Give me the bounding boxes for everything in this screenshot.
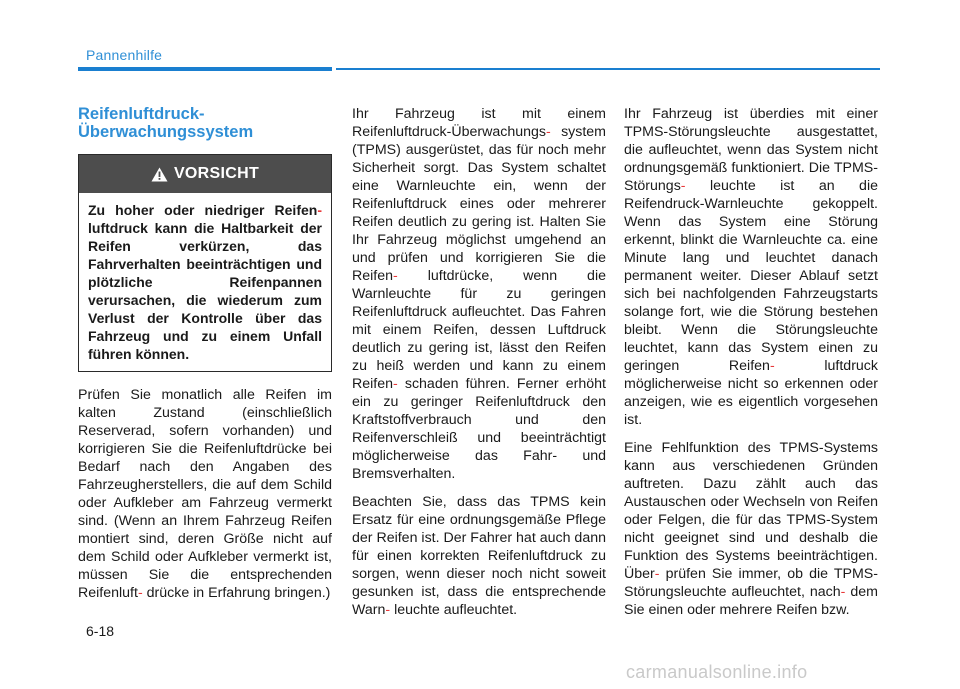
text-run: Prüfen Sie monatlich alle Reifen im kalten Zustand (einschließlich Reserverad, sofern vorhanden) und korrigieren Sie die Reifenluftdrücke bei Bedarf nach den Angaben des Fahrzeugherstellers, die auf dem Schild oder Aufkleber am Fahrzeug vermerkt sind. (Wenn an Ihrem Fahrzeug Reifen montiert sind, deren Größe nicht auf dem Schild oder Aufkleber vermerkt ist, müssen Sie die entsprechenden Reifenluft bbox=[78, 387, 332, 601]
hyphen-mark: - bbox=[137, 585, 143, 601]
heading-line-1: Reifenluftdruck- bbox=[78, 105, 205, 123]
text-run: prüfen Sie immer, ob die TPMS-Störungsleuchte aufleuchtet, nach bbox=[624, 566, 878, 600]
hyphen-mark: - bbox=[654, 566, 660, 582]
header-rule-thick bbox=[78, 67, 332, 71]
warning-triangle-icon bbox=[151, 167, 168, 182]
caution-box bbox=[78, 154, 332, 372]
body-paragraph bbox=[352, 493, 606, 619]
hyphen-mark: - bbox=[546, 124, 551, 140]
body-paragraph bbox=[624, 105, 878, 429]
text-run: dem Sie einen oder mehrere Reifen bzw. bbox=[624, 584, 878, 618]
watermark: carmanualsonline.info bbox=[626, 662, 808, 682]
column-left bbox=[78, 105, 332, 612]
caution-text bbox=[79, 193, 331, 371]
text-run: leuchte aufleuchtet. bbox=[394, 602, 518, 618]
body-paragraph bbox=[352, 105, 606, 483]
caution-label: VORSICHT bbox=[173, 165, 260, 182]
column-middle bbox=[352, 105, 606, 629]
caution-text-part: luftdruck kann die Haltbarkeit der Reifen verkürzen, das Fahrverhalten beeinträchtigen und plötzliche Reifenpannen verursachen, die wiederum zum Verlust der Kontrolle über das Fahrzeug und zu einem Unfall führen können. bbox=[88, 220, 322, 362]
text-run: Ihr Fahrzeug ist mit einem Reifenluftdruck-Überwachungs bbox=[352, 106, 606, 140]
hyphen-mark: - bbox=[393, 268, 398, 284]
text-run: luftdrücke, wenn die Warnleuchte für zu geringen Reifenluftdruck aufleuchtet. Das Fahren mit einem Reifen, dessen Luftdruck deutlich zu gering ist, lässt den Reifen zu heiß werden und kann zu einem Reifen bbox=[352, 268, 606, 392]
body-paragraph bbox=[624, 439, 878, 619]
hyphen-mark: - bbox=[317, 202, 322, 218]
hyphen-mark: - bbox=[680, 178, 686, 194]
page-number: 6-18 bbox=[86, 623, 115, 639]
hyphen-mark: - bbox=[769, 358, 775, 374]
hyphen-mark: - bbox=[393, 376, 398, 392]
caution-header bbox=[79, 155, 331, 193]
hyphen-mark: - bbox=[840, 584, 846, 600]
text-run: leuchte ist an die Reifendruck-Warnleuchte gekoppelt. Wenn das System eine Störung erkennt, blinkt die Warnleuchte ca. eine Minute lang und leuchtet danach permanent weiter. Dieser Ablauf setzt sich bei nachfolgenden Fahrzeugstarts solange fort, wie die Störung bestehen bleibt. Wenn die Störungsleuchte leuchtet, kann das System einen zu geringen Reifen bbox=[624, 178, 878, 374]
body-paragraph bbox=[78, 386, 332, 602]
text-run: schaden führen. Ferner erhöht ein zu geringer Reifenluftdruck den Kraftstoffverbrauch und den Reifenverschleiß und beeinträchtigt möglicherweise das Fahr- und Bremsverhalten. bbox=[352, 376, 606, 482]
text-run: Ihr Fahrzeug ist überdies mit einer TPMS-Störungsleuchte ausgestattet, die aufleuchtet, wenn das System nicht ordnungsgemäß funktioniert. Die TPMS-Störungs bbox=[624, 106, 878, 194]
hyphen-mark: - bbox=[385, 602, 391, 618]
header-rule-thin bbox=[336, 68, 880, 70]
column-right bbox=[624, 105, 878, 629]
text-run: drücke in Erfahrung bringen.) bbox=[146, 585, 331, 601]
section-heading bbox=[78, 105, 332, 141]
text-run: Eine Fehlfunktion des TPMS-Systems kann aus verschiedenen Gründen auftreten. Dazu zählt auch das Austauschen oder Wechseln von Reifen oder Felgen, die für das TPMS-System nicht geeignet sind und deshalb die Funktion des Systems beeinträchtigen. Über bbox=[624, 440, 878, 582]
section-title: Pannenhilfe bbox=[86, 47, 163, 63]
heading-line-2: Überwachungssystem bbox=[78, 123, 254, 141]
text-run: Beachten Sie, dass das TPMS kein Ersatz für eine ordnungsgemäße Pflege der Reifen ist. Der Fahrer hat auch dann für einen korrekten Reifenluftdruck zu sorgen, wenn dieser noch nicht soweit gesunken ist, dass die entsprechende Warn bbox=[352, 494, 606, 618]
caution-text-part: Zu hoher oder niedriger Reifen bbox=[88, 202, 318, 218]
text-run: system (TPMS) ausgerüstet, das für noch mehr Sicherheit sorgt. Das System schaltet eine Warnleuchte ein, wenn der Reifenluftdruck eines oder mehrerer Reifen deutlich zu gering ist. Halten Sie Ihr Fahrzeug möglichst umgehend an und prüfen und korrigieren Sie die Reifen bbox=[352, 124, 606, 284]
text-run: luftdruck möglicherweise nicht so erkennen oder anzeigen, wie es eigentlich vorgesehen ist. bbox=[624, 358, 878, 428]
